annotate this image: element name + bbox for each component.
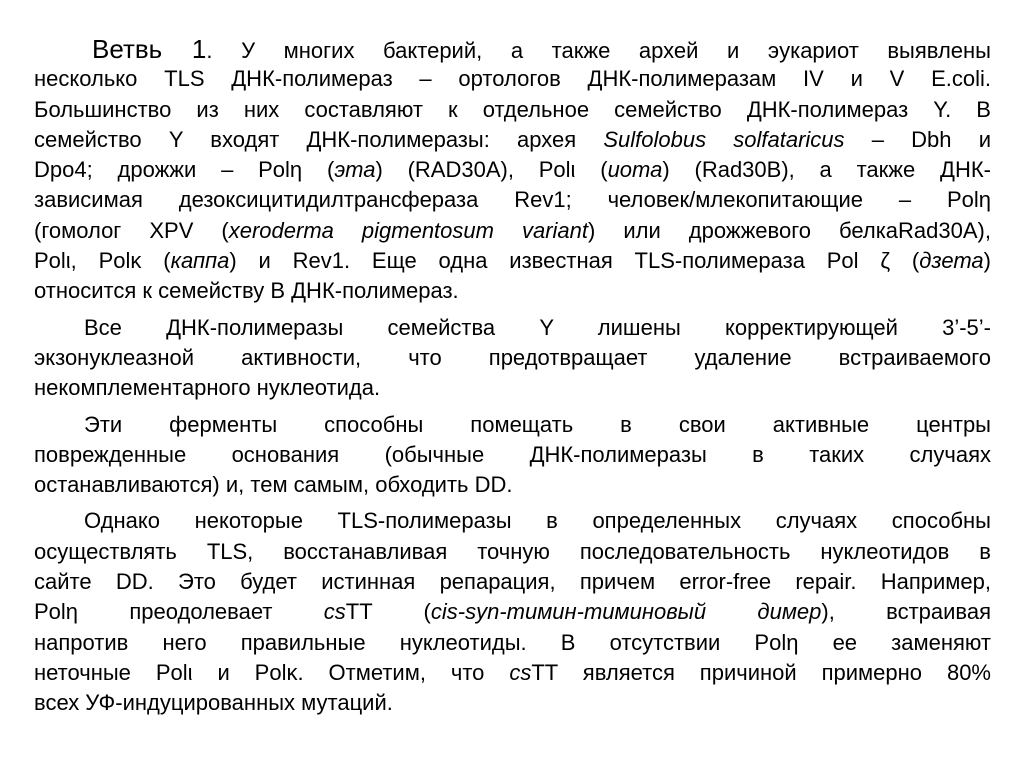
text-run: Все ДНК-полимеразы семейства Y лишены корректирующей 3’-5’-	[84, 314, 991, 340]
text-run: cs	[509, 659, 532, 685]
text-run: ) и Rev1. Еще одна известная TLS-полимераза Pol ζ (	[229, 248, 920, 274]
text-run: Большинство из них составляют к отдельное семейство ДНК-полимераз Y. В	[34, 96, 991, 122]
text-line	[34, 95, 991, 125]
paragraph	[34, 410, 991, 501]
text-run: сайте DD. Это будет истинная репарация, причем error-free repair. Например,	[34, 569, 991, 595]
text-line	[34, 537, 991, 567]
text-run: относится к семейству B ДНК-полимераз.	[34, 278, 459, 304]
text-run: всех УФ-индуцированных мутаций.	[34, 690, 393, 716]
text-line	[34, 125, 991, 155]
text-run: неточные Polι и Polκ. Отметим, что	[34, 659, 510, 685]
text-run: cs	[323, 599, 346, 625]
text-run: (гомолог XPV (	[34, 217, 229, 243]
text-run: эта	[334, 157, 376, 183]
text-run: Однако некоторые TLS-полимеразы в определенных случаях способны	[84, 508, 991, 534]
text-run: иота	[607, 157, 663, 183]
text-line	[34, 688, 991, 718]
section-heading: Ветвь 1	[92, 34, 207, 64]
text-run: Polη преодолевает	[34, 599, 324, 625]
text-run: Polι, Polκ (	[34, 248, 171, 274]
text-line	[34, 373, 991, 403]
paragraph	[34, 313, 991, 404]
slide-body	[34, 34, 991, 719]
text-run: ) (Rad30B), а также ДНК-	[662, 157, 991, 183]
text-line	[34, 506, 991, 536]
text-run: поврежденные основания (обычные ДНК-полимеразы в таких случаях	[34, 441, 991, 467]
text-run: напротив него правильные нуклеотиды. В отсутствии Polη ее заменяют	[34, 629, 991, 655]
text-line	[34, 343, 991, 373]
text-run: )	[983, 248, 991, 274]
text-run: cis-syn-тимин-тиминовый димер	[430, 599, 822, 625]
text-run: экзонуклеазной активности, что предотвращает удаление встраиваемого	[34, 344, 991, 370]
text-run: Sulfolobus solfataricus	[603, 126, 845, 152]
text-run: TT (	[345, 599, 431, 625]
text-line	[34, 155, 991, 185]
text-line	[34, 313, 991, 343]
text-line	[34, 276, 991, 306]
text-line	[34, 246, 991, 276]
text-run: . У многих бактерий, а также архей и эукариот выявлены	[206, 38, 991, 63]
text-line	[34, 34, 991, 64]
text-line	[34, 216, 991, 246]
text-run: дзета	[919, 248, 984, 274]
text-run: – Dbh и	[844, 126, 991, 152]
text-run: Dpo4; дрожжи – Polη (	[34, 157, 335, 183]
text-line	[34, 410, 991, 440]
text-run: несколько TLS ДНК-полимераз – ортологов ДНК-полимеразам IV и V E.coli.	[34, 66, 991, 92]
text-line	[34, 470, 991, 500]
text-line	[34, 658, 991, 688]
paragraph	[34, 506, 991, 718]
text-line	[34, 597, 991, 627]
text-run: останавливаются) и, тем самым, обходить DD.	[34, 472, 513, 498]
text-run: ) (RAD30A), Polι (	[375, 157, 608, 183]
text-line	[34, 440, 991, 470]
text-line	[34, 185, 991, 215]
text-run: зависимая дезоксицитидилтрансфераза Rev1; человек/млекопитающие – Polη	[34, 187, 991, 213]
text-line	[34, 64, 991, 94]
paragraph	[34, 34, 991, 307]
text-run: ), встраивая	[821, 599, 992, 625]
text-run: TT является причиной примерно 80%	[531, 659, 991, 685]
text-line	[34, 567, 991, 597]
text-run: осуществлять TLS, восстанавливая точную последовательность нуклеотидов в	[34, 538, 991, 564]
text-run: xeroderma pigmentosum variant	[228, 217, 589, 243]
text-run: ) или дрожжевого белкаRad30A),	[588, 217, 991, 243]
text-run: каппа	[170, 248, 230, 274]
text-run: Эти ферменты способны помещать в свои активные центры	[84, 411, 991, 437]
text-run: семейство Y входят ДНК-полимеразы: архея	[34, 126, 604, 152]
text-line	[34, 628, 991, 658]
text-run: некомплементарного нуклеотида.	[34, 375, 381, 401]
